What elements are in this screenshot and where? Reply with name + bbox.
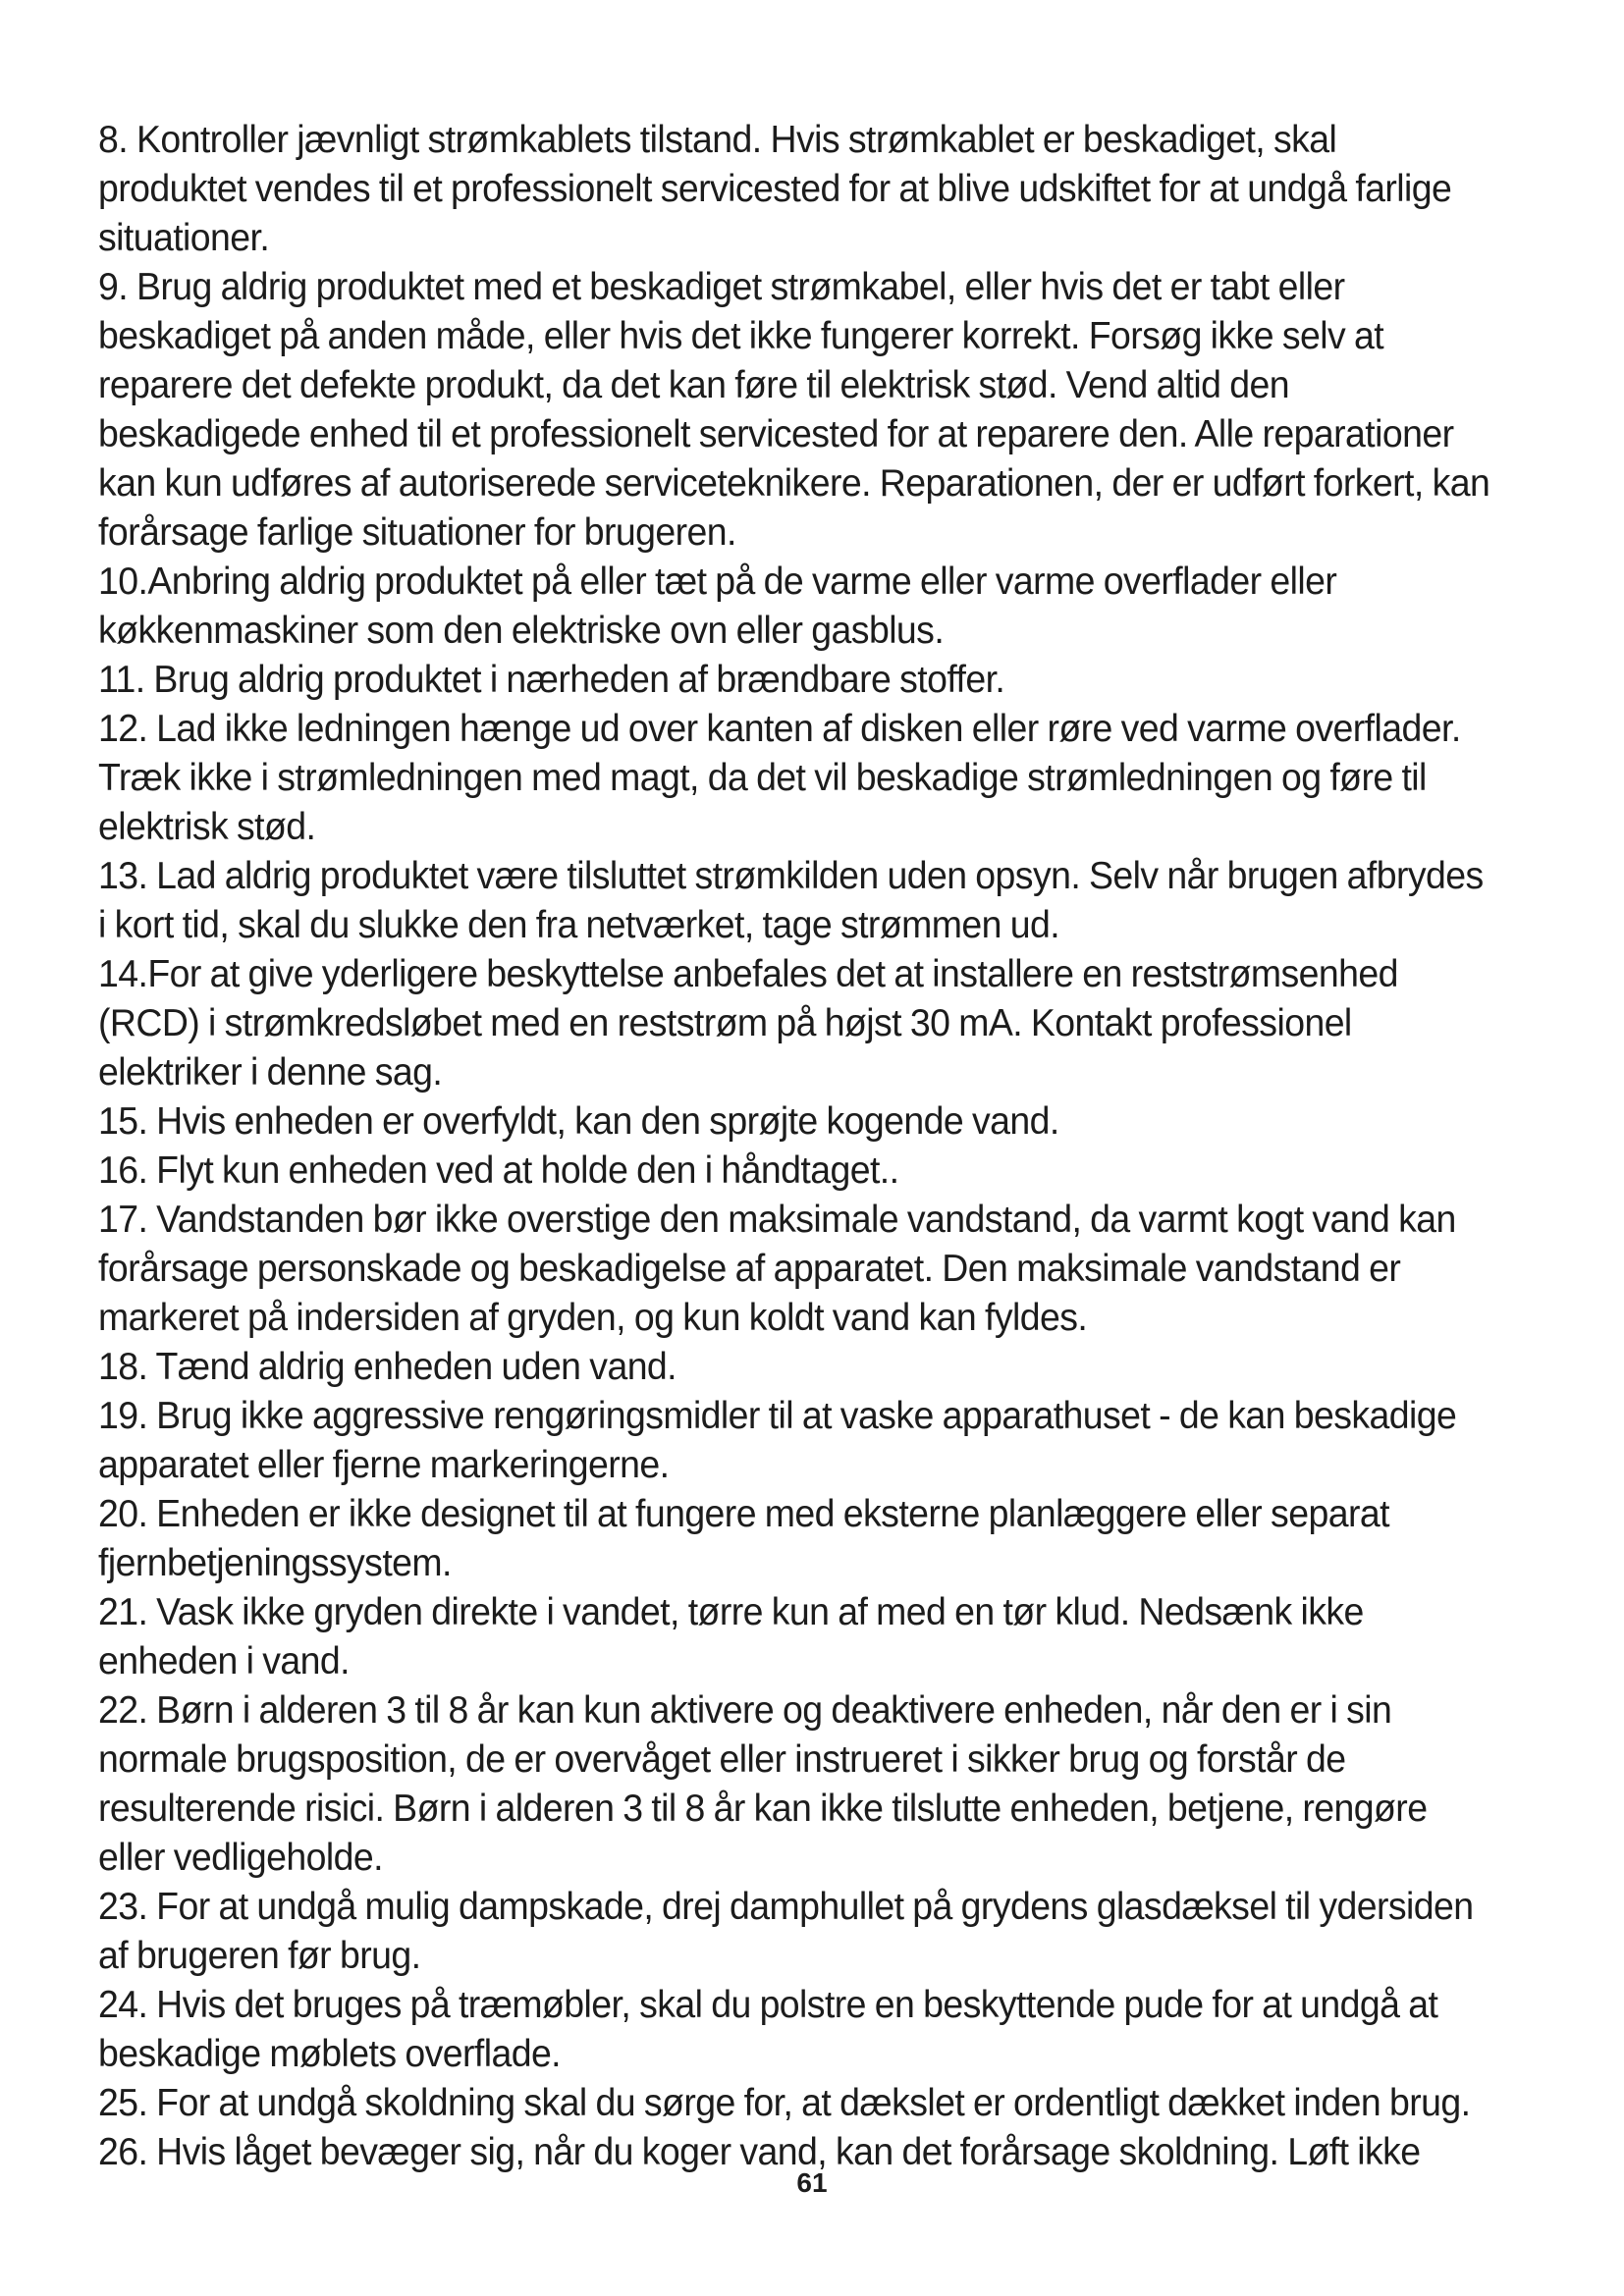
instruction-item-25: 25. For at undgå skoldning skal du sørge for, at dækslet er ordentligt dækket inden brug. bbox=[98, 2082, 1471, 2124]
instruction-item-22: 22. Børn i alderen 3 til 8 år kan kun aktivere og deaktivere enheden, når den er i sin normale brugsposition, de er overvåget eller instrueret i sikker brug og forstår de resulterende risici. Børn i alderen 3 til 8 år kan ikke tilslutte enheden, betjene, rengøre eller vedligeholde. bbox=[98, 1689, 1428, 1879]
instruction-item-18: 18. Tænd aldrig enheden uden vand. bbox=[98, 1346, 677, 1388]
instruction-item-19: 19. Brug ikke aggressive rengøringsmidler til at vaske apparathuset - de kan beskadige apparatet eller fjerne markeringerne. bbox=[98, 1395, 1457, 1486]
instruction-item-26: 26. Hvis låget bevæger sig, når du koger vand, kan det forårsage skoldning. Løft ikke bbox=[98, 2131, 1421, 2173]
instruction-item-24: 24. Hvis det bruges på træmøbler, skal du polstre en beskyttende pude for at undgå at beskadige møblets overflade. bbox=[98, 1984, 1438, 2075]
instruction-item-11: 11. Brug aldrig produktet i nærheden af brændbare stoffer. bbox=[98, 659, 1005, 701]
instruction-item-23: 23. For at undgå mulig dampskade, drej damphullet på grydens glasdæksel til ydersiden af brugeren før brug. bbox=[98, 1886, 1474, 1977]
document-body bbox=[98, 116, 1493, 2177]
instruction-item-9: 9. Brug aldrig produktet med et beskadiget strømkabel, eller hvis det er tabt eller beskadiget på anden måde, eller hvis det ikke fungerer korrekt. Forsøg ikke selv at reparere det defekte produkt, da det kan føre til elektrisk stød. Vend altid den beskadigede enhed til et professionelt servicested for at reparere den. Alle reparationer kan kun udføres af autoriserede serviceteknikere. Reparationen, der er udført forkert, kan forårsage farlige situationer for brugeren. bbox=[98, 266, 1490, 554]
instruction-item-20: 20. Enheden er ikke designet til at fungere med eksterne planlæggere eller separat fjernbetjeningssystem. bbox=[98, 1493, 1389, 1584]
page-number: 61 bbox=[796, 2167, 828, 2198]
instruction-item-8: 8. Kontroller jævnligt strømkablets tilstand. Hvis strømkablet er beskadiget, skal produktet vendes til et professionelt servicested for at blive udskiftet for at undgå farlige situationer. bbox=[98, 119, 1452, 259]
instruction-item-13: 13. Lad aldrig produktet være tilsluttet strømkilden uden opsyn. Selv når brugen afbrydes i kort tid, skal du slukke den fra netværket, tage strømmen ud. bbox=[98, 855, 1484, 946]
instruction-item-21: 21. Vask ikke gryden direkte i vandet, tørre kun af med en tør klud. Nedsænk ikke enheden i vand. bbox=[98, 1591, 1364, 1682]
instruction-item-10: 10.Anbring aldrig produktet på eller tæt på de varme eller varme overflader eller køkkenmaskiner som den elektriske ovn eller gasblus. bbox=[98, 561, 1337, 652]
instruction-item-12: 12. Lad ikke ledningen hænge ud over kanten af disken eller røre ved varme overflader. Træk ikke i strømledningen med magt, da det vil beskadige strømledningen og føre til elektrisk stød. bbox=[98, 708, 1461, 848]
instruction-item-17: 17. Vandstanden bør ikke overstige den maksimale vandstand, da varmt kogt vand kan forårsage personskade og beskadigelse af apparatet. Den maksimale vandstand er markeret på indersiden af gryden, og kun koldt vand kan fyldes. bbox=[98, 1199, 1456, 1339]
instruction-item-16: 16. Flyt kun enheden ved at holde den i håndtaget.. bbox=[98, 1149, 899, 1192]
instruction-item-15: 15. Hvis enheden er overfyldt, kan den sprøjte kogende vand. bbox=[98, 1100, 1059, 1143]
instruction-item-14: 14.For at give yderligere beskyttelse anbefales det at installere en reststrømsenhed (RCD) i strømkredsløbet med en reststrøm på højst 30 mA. Kontakt professionel elektriker i denne sag. bbox=[98, 953, 1398, 1094]
